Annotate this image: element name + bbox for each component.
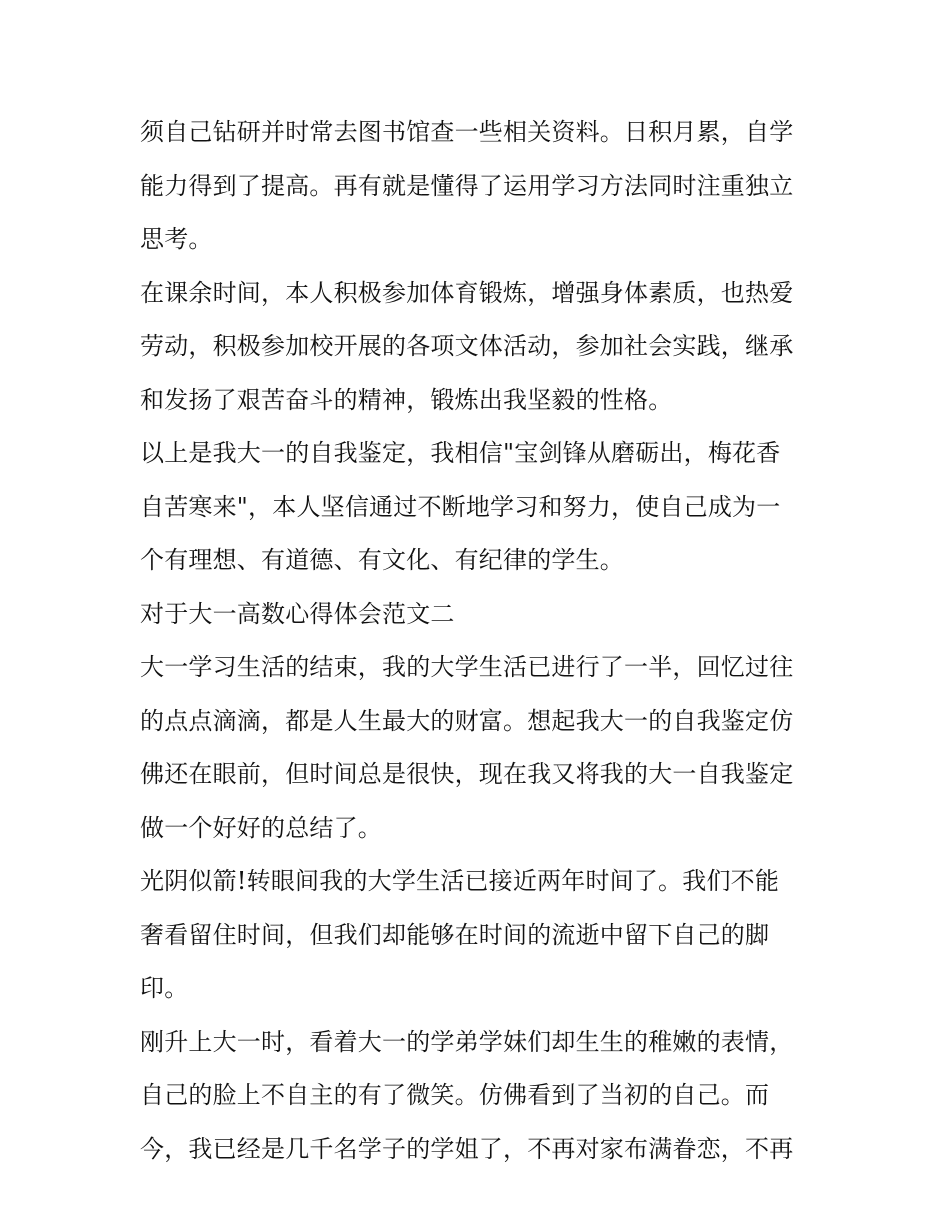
text-line: 自苦寒来"，本人坚信通过不断地学习和努力，使自己成为一	[140, 492, 781, 521]
text-line: 印。	[140, 974, 189, 1002]
text-line: 光阴似箭!转眼间我的大学生活已接近两年时间了。我们不能	[140, 867, 780, 895]
text-line: 刚升上大一时，看着大一的学弟学妹们却生生的稚嫩的表情，	[140, 1027, 794, 1056]
section-heading: 对于大一高数心得体会范文二	[140, 599, 455, 628]
text-line: 的点点滴滴，都是人生最大的财富。想起我大一的自我鉴定仿	[140, 706, 794, 735]
text-line: 在课余时间，本人积极参加体育锻炼，增强身体素质，也热爱	[140, 278, 794, 307]
text-line: 大一学习生活的结束，我的大学生活已进行了一半，回忆过往	[140, 653, 794, 681]
text-line: 做一个好好的总结了。	[140, 813, 382, 842]
text-line: 个有理想、有道德、有文化、有纪律的学生。	[140, 546, 624, 574]
text-line: 须自己钻研并时常去图书馆查一些相关资料。日积月累，自学	[140, 118, 794, 146]
text-line: 奢看留住时间，但我们却能够在时间的流逝中留下自己的脚	[140, 920, 770, 949]
text-line: 思考。	[140, 225, 213, 253]
text-line: 佛还在眼前，但时间总是很快，现在我又将我的大一自我鉴定	[140, 760, 794, 788]
text-line: 劳动，积极参加校开展的各项文体活动，参加社会实践，继承	[140, 332, 794, 360]
text-line: 自己的脸上不自主的有了微笑。仿佛看到了当初的自己。而	[140, 1081, 770, 1109]
text-line: 能力得到了提高。再有就是懂得了运用学习方法同时注重独立	[140, 171, 794, 200]
text-line: 和发扬了艰苦奋斗的精神，锻炼出我坚毅的性格。	[140, 385, 673, 414]
text-line: 以上是我大一的自我鉴定，我相信"宝剑锋从磨砺出，梅花香	[140, 439, 781, 467]
text-line: 今，我已经是几千名学子的学姐了，不再对家布满眷恋，不再	[140, 1134, 794, 1163]
document-body	[140, 106, 816, 1176]
